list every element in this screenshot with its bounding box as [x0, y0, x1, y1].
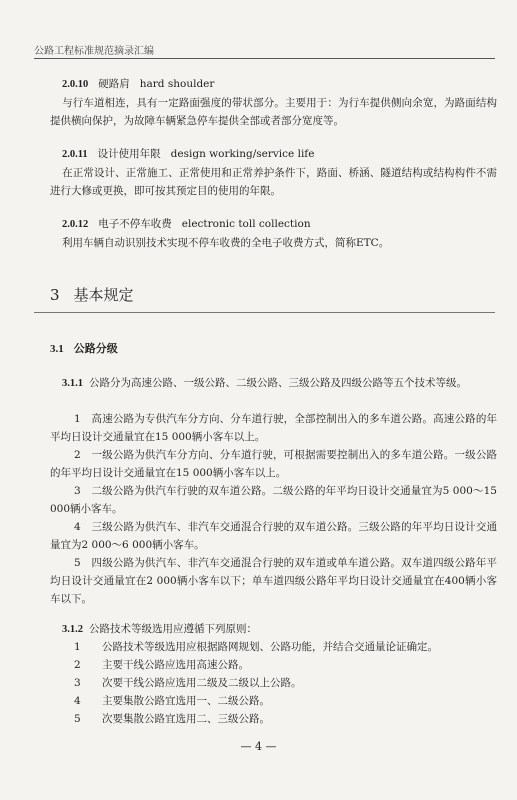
running-header: 公路工程标准规范摘录汇编: [34, 46, 154, 57]
clause-number: 3.1.2: [62, 624, 83, 635]
clause-item: 1 公路技术等级选用应根据路网规划、公路功能，并结合交通量论证确定。: [74, 641, 438, 653]
clause-item: 3 二级公路为供汽车行驶的双车道公路。二级公路的年平均日设计交通量宜为5 000～15 000辆小客车。: [50, 485, 497, 515]
page-number: — 4 —: [240, 740, 277, 753]
clause-number: 3.1.1: [62, 378, 83, 389]
clause-item: 4 主要集散公路宜选用一、二级公路。: [74, 695, 270, 707]
chapter-number: 3: [50, 286, 60, 304]
term-chinese: 电子不停车收费: [98, 218, 172, 230]
clause-paragraph: 3.1.1 公路分为高速公路、一级公路、二级公路、三级公路及四级公路等五个技术等级。: [62, 377, 467, 389]
term-heading: [62, 146, 314, 161]
clause-item: 4 三级公路为供汽车、非汽车交通混合行驶的双车道公路。三级公路的年平均日设计交通量宜为2 000～6 000辆小客车。: [50, 521, 497, 551]
term-heading: [62, 76, 214, 91]
term-number: 2.0.11: [62, 149, 88, 160]
term-number: 2.0.12: [62, 219, 89, 230]
clause-item: 2 一级公路为供汽车分方向、分车道行驶，可根据需要控制出入的多车道公路。一级公路的年平均日设计交通量宜在15 000辆小客车以上。: [50, 449, 497, 479]
clause-item: 2 主要干线公路应选用高速公路。: [74, 659, 249, 671]
chapter-title: 基本规定: [73, 286, 134, 304]
chapter-rule: [34, 312, 495, 313]
section-title: 公路分级: [73, 342, 118, 355]
header-rule: [34, 58, 495, 59]
clause-item: 1 高速公路为专供汽车分方向、分车道行驶，全部控制出入的多车道公路。高速公路的年平均日设计交通量宜在15 000辆小客车以上。: [50, 413, 497, 443]
term-english: design working/service life: [170, 148, 315, 160]
term-english: hard shoulder: [139, 78, 215, 90]
term-definition: 利用车辆自动识别技术实现不停车收费的全电子收费方式，简称ETC。: [62, 237, 390, 249]
chapter-heading: [50, 284, 134, 305]
section-number: 3.1: [50, 343, 64, 355]
term-number: 2.0.10: [62, 79, 89, 90]
clause-item: 5 次要集散公路宜选用二、三级公路。: [74, 713, 270, 725]
term-heading: [62, 216, 311, 231]
section-heading: [50, 340, 118, 356]
term-definition: 在正常设计、正常施工、正常使用和正常养护条件下，路面、桥涵、隧道结构或结构构件不需进行大修或更换，即可按其预定目的使用的年限。: [50, 167, 497, 197]
clause-item: 3 次要干线公路应选用二级及二级以上公路。: [74, 677, 302, 689]
term-chinese: 设计使用年限: [97, 148, 161, 160]
clause-paragraph: 3.1.2 公路技术等级选用应遵循下列原则：: [62, 623, 257, 635]
clause-item: 5 四级公路为供汽车、非汽车交通混合行驶的双车道或单车道公路。双车道四级公路年平均日设计交通量宜在2 000辆小客车以下；单车道四级公路年平均日设计交通量宜在400辆小客车以下。: [50, 557, 497, 605]
term-english: electronic toll collection: [181, 218, 311, 230]
term-chinese: 硬路肩: [98, 78, 130, 90]
term-definition: 与行车道相连，具有一定路面强度的带状部分。主要用于：为行车提供侧向余宽，为路面结构提供横向保护，为故障车辆紧急停车提供全部或者部分宽度等。: [50, 97, 497, 127]
